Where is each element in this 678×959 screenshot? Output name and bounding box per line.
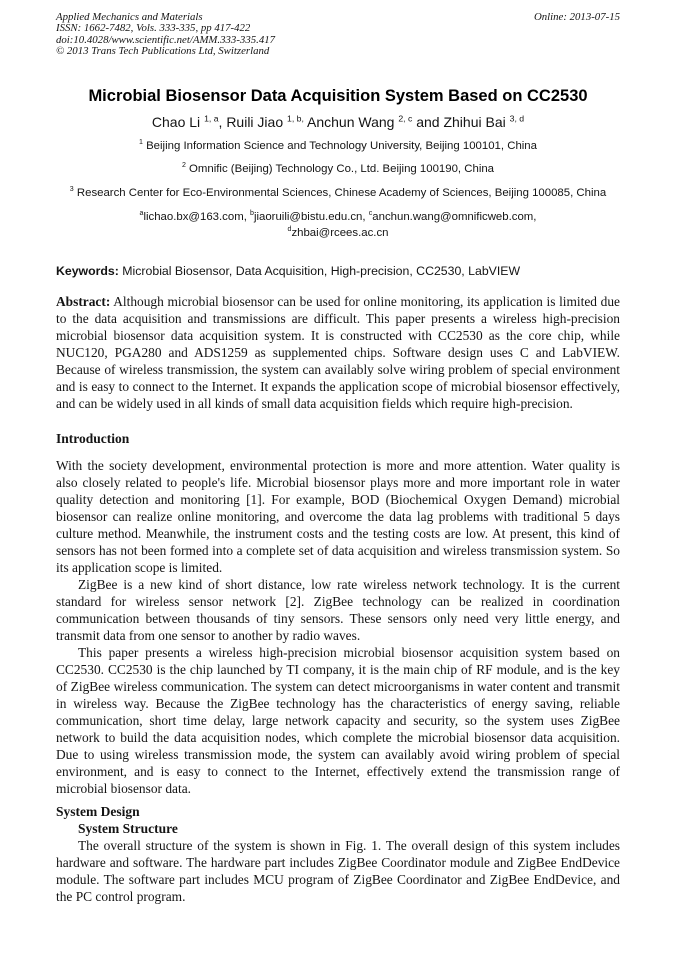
- email-address: jiaoruili@bistu.edu.cn: [253, 211, 363, 224]
- keywords-label: Keywords:: [56, 264, 119, 279]
- author-separator: and: [412, 113, 444, 130]
- email-marker: a: [139, 210, 144, 218]
- email-marker: d: [287, 225, 292, 233]
- email-separator: ,: [533, 211, 537, 224]
- issn-line: ISSN: 1662-7482, Vols. 333-335, pp 417-422: [56, 22, 251, 35]
- journal-name: Applied Mechanics and Materials: [56, 11, 203, 23]
- copyright-line: © 2013 Trans Tech Publications Ltd, Switzerland: [56, 45, 270, 58]
- email-separator: ,: [243, 211, 251, 224]
- affiliation-text: Research Center for Eco-Environmental Sciences, Chinese Academy of Sciences, Beijing 100085, China: [73, 186, 607, 199]
- email-address: zhbai@rcees.ac.cn: [291, 226, 389, 239]
- author-separator: ,: [218, 113, 227, 130]
- author-name: Zhihui Bai: [443, 113, 510, 130]
- system-structure-paragraph: The overall structure of the system is shown in Fig. 1. The overall design of this system includes hardware and software. The hardware part includes ZigBee Coordinator module and ZigBee EndDevice module. The software part includes MCU program of ZigBee Coordinator and ZigBee EndDevice, and the PC control program.: [56, 838, 620, 905]
- abstract-label: Abstract:: [56, 294, 111, 310]
- author-affil-marker: 1, a: [204, 112, 219, 123]
- journal-header-left: [56, 12, 275, 58]
- email-marker: c: [368, 210, 373, 218]
- email-line-1: [56, 210, 620, 226]
- affiliation-2: [56, 162, 620, 178]
- author-name: Ruili Jiao: [226, 113, 288, 130]
- abstract-text: Although microbial biosensor can be used for online monitoring, its application is limited due to the data acquisition and transmissions are difficult. This paper presents a wireless high-precision microbial biosensor data acquisition system. It is constructed with CC2530 as the core chip, while NUC120, PGA280 and ADS1259 as supplemented chips. Software design uses C and LabVIEW. Because of wireless transmission, the system can availably solve wiring problem of special environment and is easy to connect to the Internet. It expands the application scope of microbial biosensor effectively, and can be widely used in all kinds of small data acquisition fields which require high-precision.: [56, 294, 620, 412]
- section-heading-system-design: System Design: [56, 804, 140, 820]
- subsection-heading-system-structure: System Structure: [78, 821, 178, 837]
- author-byline: [56, 114, 620, 131]
- doi-line: doi:10.4028/www.scientific.net/AMM.333-335.417: [56, 33, 276, 46]
- email-line-2: [56, 226, 620, 242]
- affiliation-marker: 3: [69, 185, 74, 193]
- author-name: Chao Li: [151, 113, 205, 130]
- author-affil-marker: 3, d: [509, 112, 525, 123]
- email-address: lichao.bx@163.com: [143, 211, 244, 224]
- author-affil-marker: 2, c: [398, 112, 413, 123]
- author-name: Anchun Wang: [307, 113, 399, 130]
- intro-paragraph-1: With the society development, environmental protection is more and more attention. Water quality is also closely related to people's life. Microbial biosensor plays more and more important role in water quality detection and monitoring [1]. For example, BOD (Biochemical Oxygen Demand) microbial biosensor can realize online monitoring, and overcome the data lag problems with traditional 5 days culture method. Meanwhile, the instrument costs and the testing costs are low. At present, this kind of sensors has not been formed into a complete set of data acquisition and wireless transmission system. So its application scope is limited.: [56, 458, 620, 576]
- affiliation-marker: 1: [139, 138, 143, 146]
- section-heading-introduction: Introduction: [56, 431, 130, 447]
- abstract-paragraph: [56, 293, 620, 412]
- intro-paragraph-3: This paper presents a wireless high-precision microbial biosensor acquisition system based on CC2530. CC2530 is the chip launched by TI company, it is the main chip of RF module, and is the key of ZigBee wireless communication. The system can detect microorganisms in water content and transmit in wireless way. Because the ZigBee technology has the characteristics of energy saving, reliable communication, short time delay, large network capacity and security, so the system uses ZigBee network to build the data acquisition nodes, which complete the microbial biosensor data acquisition. Due to using wireless transmission mode, the system can availably avoid wiring problem of special environment, and is easy to connect to the Internet, effectively extend the transmission range of microbial biosensor data.: [56, 645, 620, 797]
- affiliation-text: Beijing Information Science and Technology University, Beijing 100101, China: [142, 139, 537, 152]
- affiliation-3: [56, 186, 620, 202]
- intro-paragraph-2: ZigBee is a new kind of short distance, low rate wireless network technology. It is the current standard for wireless sensor network [2]. ZigBee technology can be realized in coordination communication between thousands of tiny sensors. These sensors only need very little energy, and transmit data from one sensor to another by radio waves.: [56, 577, 620, 644]
- author-emails: [56, 210, 620, 241]
- affiliation-1: [56, 139, 620, 155]
- affiliation-marker: 2: [181, 162, 186, 170]
- author-affil-marker: 1, b,: [287, 112, 304, 123]
- journal-header: [56, 12, 620, 58]
- keywords-text: Microbial Biosensor, Data Acquisition, High-precision, CC2530, LabVIEW: [118, 264, 521, 279]
- email-address: anchun.wang@omnificweb.com: [372, 211, 534, 224]
- email-marker: b: [250, 210, 254, 218]
- affiliation-text: Omnific (Beijing) Technology Co., Ltd. Beijing 100190, China: [185, 163, 495, 176]
- keywords-line: [56, 264, 620, 279]
- affiliation-text-wrap: [66, 186, 611, 202]
- email-separator: ,: [362, 211, 369, 224]
- online-date: Online: 2013-07-15: [533, 11, 620, 23]
- paper-title: Microbial Biosensor Data Acquisition System Based on CC2530: [88, 86, 588, 105]
